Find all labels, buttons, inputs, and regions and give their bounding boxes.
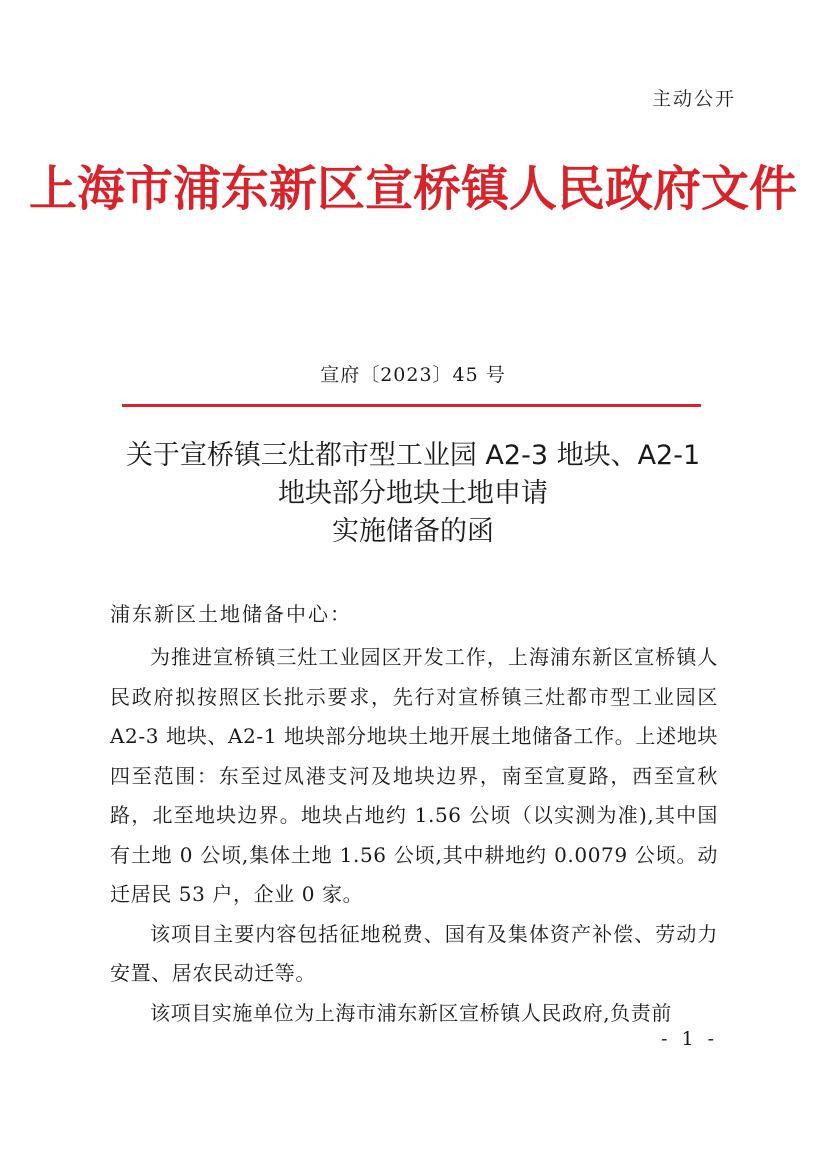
body-paragraph: 该项目实施单位为上海市浦东新区宣桥镇人民政府,负责前 [150,1000,672,1025]
document-body [110,638,718,1033]
title-line: 实施储备的函 [332,516,494,547]
document-masthead: 上海市浦东新区宣桥镇人民政府文件 [28,161,797,217]
title-line: 地块部分地块土地申请 [278,478,548,509]
title-line: 关于宣桥镇三灶都市型工业园 A2-3 地块、A2-1 [125,440,701,471]
body-paragraph: 为推进宣桥镇三灶工业园区开发工作，上海浦东新区宣桥镇人民政府拟按照区长批示要求，先行对宣桥镇三灶都市型工业园区 A2-3 地块、A2-1 地块部分地块土地开展土地储备工作。上述地块四至范围：东至过凤港支河及地块边界，南至宣夏路，西至宣秋路，北至地块边界。地块占地约 1.56 公顷（以实测为准),其中国有土地 0 公顷,集体土地 1.56 公顷,其中耕地约 0.0079 公顷。动迁居民 53 户，企业 0 家。 [110,645,718,906]
red-divider-line [122,404,701,407]
document-title [60,437,766,551]
page-number: - 1 - [660,1028,718,1050]
disclosure-label: 主动公开 [651,88,736,110]
body-paragraph: 该项目主要内容包括征地税费、国有及集体资产补偿、劳动力安置、居农民动迁等。 [110,921,718,985]
document-number: 宣府〔2023〕45 号 [320,364,506,386]
recipient: 浦东新区土地储备中心： [110,602,352,626]
